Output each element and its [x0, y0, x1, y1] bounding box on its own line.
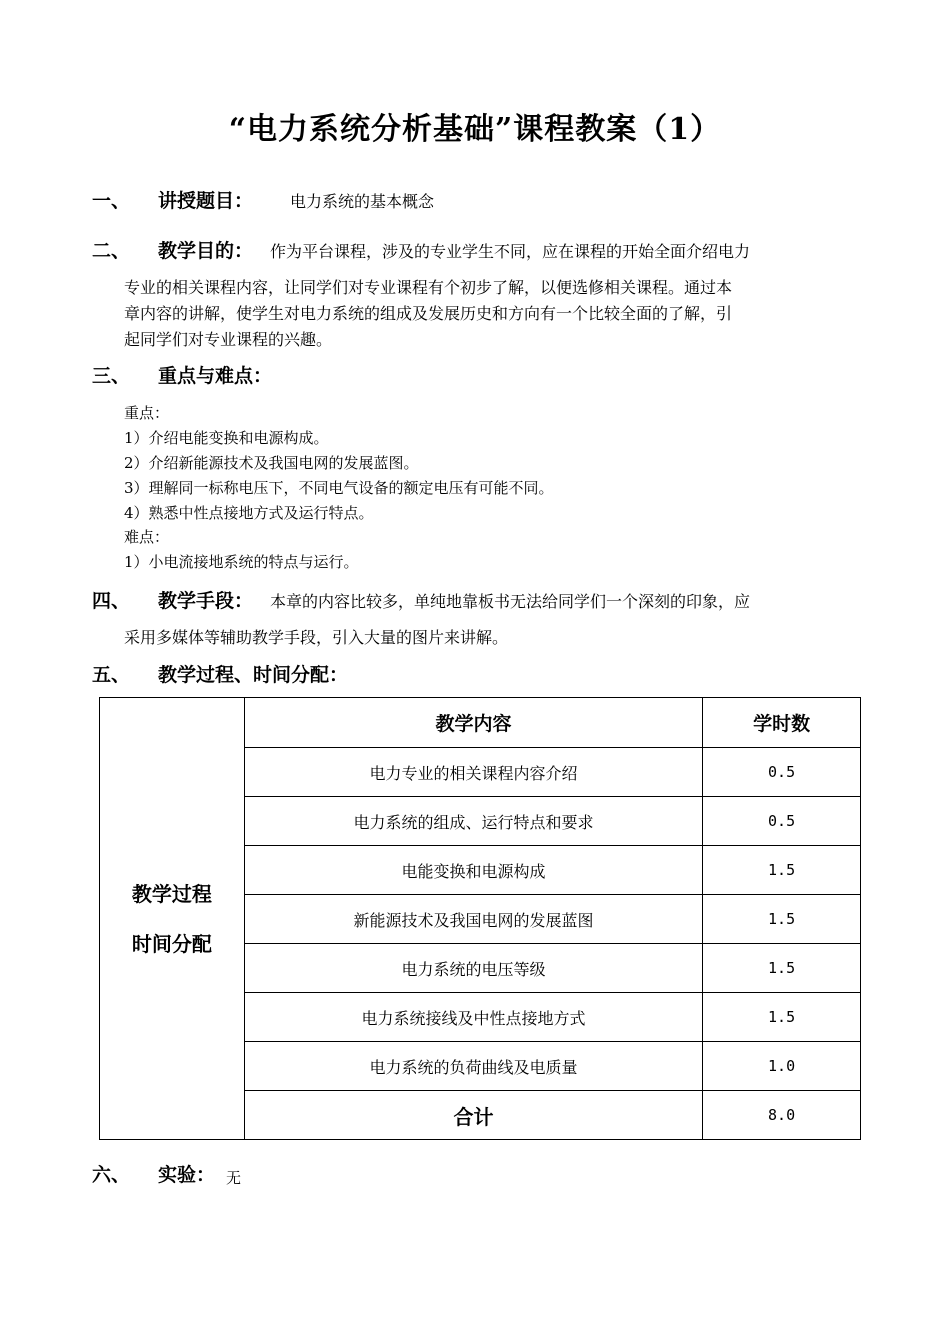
- objective-line: 章内容的讲解，使学生对电力系统的组成及发展历史和方向有一个比较全面的了解，引: [124, 304, 733, 323]
- hours-cell: 1.5: [703, 895, 861, 944]
- section-topic: [92, 188, 852, 214]
- content-cell: 电力系统的组成、运行特点和要求: [244, 797, 702, 846]
- column-header-content: 教学内容: [244, 698, 702, 748]
- objective-line: 专业的相关课程内容，让同学们对专业课程有个初步了解，以便选修相关课程。通过本: [124, 278, 733, 297]
- total-hours-cell: 8.0: [703, 1091, 861, 1140]
- hours-cell: 0.5: [703, 748, 861, 797]
- methods-line: 采用多媒体等辅助教学手段，引入大量的图片来讲解。: [124, 628, 509, 647]
- section-number: 二、: [92, 240, 131, 262]
- section-heading: 重点与难点：: [158, 365, 273, 387]
- content-cell: 新能源技术及我国电网的发展蓝图: [244, 895, 702, 944]
- key-points-label: 重点：: [124, 404, 170, 422]
- methods-line: 本章的内容比较多，单纯地靠板书无法给同学们一个深刻的印象，应: [270, 592, 751, 611]
- key-point-item: 3）理解同一标称电压下，不同电气设备的额定电压有可能不同。: [124, 479, 554, 497]
- section-number: 六、: [92, 1164, 131, 1186]
- content-cell: 电能变换和电源构成: [244, 846, 702, 895]
- section-methods: [92, 588, 852, 614]
- section-objective: [92, 238, 852, 264]
- hours-cell: 1.5: [703, 944, 861, 993]
- section-heading: 教学手段：: [158, 590, 254, 612]
- row-label-cell: [100, 698, 245, 1140]
- content-cell: 电力系统接线及中性点接地方式: [244, 993, 702, 1042]
- hours-cell: 1.0: [703, 1042, 861, 1091]
- objective-line: 起同学们对专业课程的兴趣。: [124, 330, 333, 349]
- section-number: 五、: [92, 664, 131, 686]
- column-header-hours: 学时数: [703, 698, 861, 748]
- difficulty-label: 难点：: [124, 528, 170, 546]
- total-label-cell: 合计: [244, 1091, 702, 1140]
- section-number: 一、: [92, 190, 131, 212]
- topic-text: 电力系统的基本概念: [290, 192, 435, 211]
- content-cell: 电力专业的相关课程内容介绍: [244, 748, 702, 797]
- difficulty-item: 1）小电流接地系统的特点与运行。: [124, 553, 359, 571]
- section-number: 四、: [92, 590, 131, 612]
- schedule-table: [99, 697, 861, 1140]
- content-cell: 电力系统的电压等级: [244, 944, 702, 993]
- section-heading: 讲授题目：: [158, 190, 254, 212]
- key-point-item: 1）介绍电能变换和电源构成。: [124, 429, 329, 447]
- content-cell: 电力系统的负荷曲线及电质量: [244, 1042, 702, 1091]
- row-label-line: 时间分配: [131, 931, 212, 956]
- objective-line: 作为平台课程，涉及的专业学生不同，应在课程的开始全面介绍电力: [270, 242, 751, 261]
- hours-cell: 1.5: [703, 846, 861, 895]
- section-experiment: [92, 1162, 852, 1188]
- row-label-line: 教学过程: [131, 881, 212, 906]
- section-heading: 教学过程、时间分配：: [158, 664, 349, 686]
- section-key-points: [92, 363, 852, 389]
- experiment-text: 无: [226, 1169, 242, 1187]
- table-header-row: [100, 698, 861, 748]
- document-title: “电力系统分析基础”课程教案（1）: [228, 112, 722, 147]
- section-number: 三、: [92, 365, 131, 387]
- hours-cell: 1.5: [703, 993, 861, 1042]
- key-point-item: 2）介绍新能源技术及我国电网的发展蓝图。: [124, 454, 419, 472]
- section-process: [92, 662, 852, 688]
- section-heading: 实验：: [158, 1164, 216, 1186]
- key-point-item: 4）熟悉中性点接地方式及运行特点。: [124, 504, 374, 522]
- hours-cell: 0.5: [703, 797, 861, 846]
- section-heading: 教学目的：: [158, 240, 254, 262]
